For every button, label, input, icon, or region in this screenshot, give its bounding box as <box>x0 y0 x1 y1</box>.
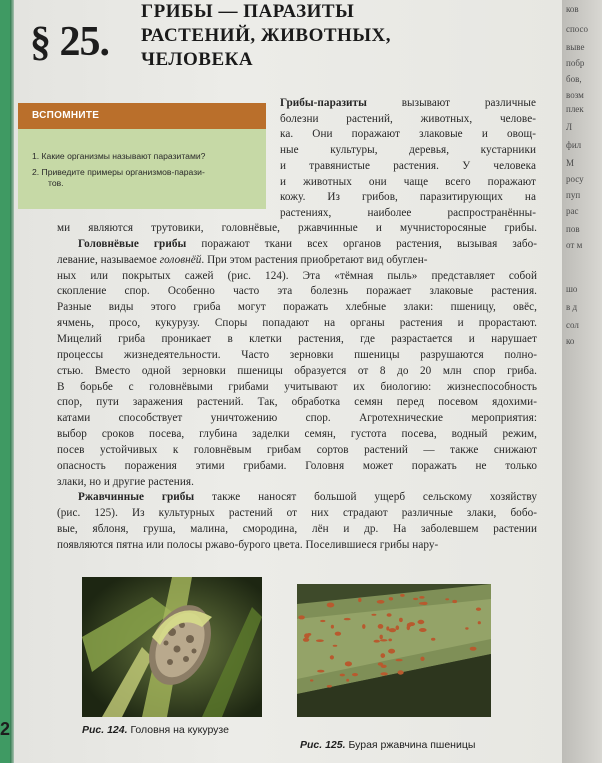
text-line <box>78 491 537 503</box>
next-page-text-fragment: бов, <box>566 74 582 84</box>
text-run: стью. Вместо одной зерновки пшеницы образуется от 8 до 20 млн спор гриба. <box>57 364 537 377</box>
next-page-text-fragment: фил <box>566 140 582 150</box>
text-line <box>78 238 537 250</box>
rust-spot <box>374 640 380 643</box>
text-run: ми являются трутовики, головнёвые, ржавчинные и мучнисторосяные грибы. <box>57 222 537 234</box>
rust-spot <box>389 597 393 600</box>
rust-spot <box>333 645 338 647</box>
rust-spot <box>344 618 351 620</box>
text-line <box>57 523 537 535</box>
page-number: 2 <box>0 719 11 739</box>
rust-spot <box>327 603 330 605</box>
text-line <box>280 176 536 188</box>
text-line <box>57 412 537 424</box>
text-line <box>57 301 537 313</box>
next-page-text-fragment: Л <box>566 122 573 132</box>
remember-question: тов. <box>48 178 64 188</box>
title-line: ГРИБЫ — ПАРАЗИТЫ <box>141 1 355 22</box>
figure-number: Рис. 125. <box>300 739 346 751</box>
text-run: . При этом растения приобретают вид обуглен- <box>201 253 428 266</box>
rust-spot <box>378 624 384 629</box>
text-run: вые, яблоня, груша, малина, смородина, лён и др. На заболевшем растении <box>57 523 537 536</box>
text-run: поражают ткани всех органов растения, вызывая забо- <box>186 237 537 250</box>
rust-spot <box>380 635 383 640</box>
rust-spot <box>431 638 435 641</box>
next-page-text-fragment: ков <box>566 4 579 14</box>
book-spine-strip <box>0 0 14 763</box>
next-page-text-fragment: сол <box>566 320 579 330</box>
text-line <box>57 381 537 393</box>
figure-125-caption <box>300 739 475 751</box>
rust-spot <box>377 600 385 604</box>
section-number: § 25. <box>30 19 109 65</box>
text-run: ных или покрытых сажей (рис. 124). Эта «тёмная пыль» представляет собой <box>57 269 537 282</box>
rust-spot <box>396 625 400 630</box>
figure-caption-text: Головня на кукурузе <box>127 724 229 736</box>
rust-spot <box>419 596 424 599</box>
rust-spot <box>331 625 334 629</box>
next-page-text-fragment: выве <box>566 42 585 52</box>
text-line <box>57 333 537 345</box>
rust-spot <box>317 670 324 673</box>
next-page-text-fragment: шо <box>566 284 578 294</box>
title-line: РАСТЕНИЙ, ЖИВОТНЫХ, <box>141 25 391 46</box>
rust-spot <box>346 679 349 682</box>
rust-spot <box>381 665 387 668</box>
next-page-text-fragment: ко <box>566 336 575 346</box>
next-page-text-fragment: возм <box>566 90 584 100</box>
rust-spot <box>445 598 449 600</box>
rust-spot <box>388 639 392 642</box>
remember-box <box>18 103 266 209</box>
next-page-text-fragment: спосо <box>566 24 589 34</box>
text-line <box>280 207 536 219</box>
text-line <box>57 317 537 329</box>
rust-spot <box>478 621 481 624</box>
italic-term: головнёй <box>159 253 202 266</box>
figure-125-image <box>297 584 491 717</box>
rust-spot <box>310 679 313 681</box>
text-run: В борьбе с головнёвыми грибами учитывают их биологию: жизнеспособность <box>57 380 537 393</box>
rust-spot <box>316 639 324 642</box>
rust-spot <box>303 638 309 642</box>
rust-spot <box>362 624 365 629</box>
rust-spot <box>452 600 457 603</box>
rust-spot <box>340 674 345 677</box>
bold-term: Ржавчинные грибы <box>78 491 195 504</box>
rust-spot <box>304 633 309 638</box>
next-page-text-fragment: рас <box>566 206 579 216</box>
text-line <box>280 160 536 172</box>
text-run: и травянистые растения. У человека <box>280 159 536 172</box>
rust-spot <box>408 622 415 626</box>
next-page-text-fragment: М <box>566 158 575 168</box>
rust-spot <box>380 672 387 675</box>
rust-spot <box>371 614 376 616</box>
text-line <box>280 144 536 156</box>
rust-spot <box>320 620 325 622</box>
remember-title: ВСПОМНИТЕ <box>32 110 100 121</box>
text-run: злаки, но и другие растения. <box>57 475 194 488</box>
text-line <box>57 396 537 408</box>
text-run: также наносят большой ущерб сельскому хозяйству <box>194 491 537 504</box>
rust-spot <box>420 657 424 661</box>
text-run: ные культуры, деревья, кустарники <box>280 144 536 157</box>
next-page-edge <box>562 0 602 763</box>
rust-spot <box>400 594 405 597</box>
figure-124-caption <box>82 724 229 736</box>
next-page-text-fragment: побр <box>566 58 585 68</box>
rust-spot <box>330 655 334 659</box>
text-run: спор, пути заражения растений. Так, обработка семян перед посевом ядохими- <box>57 396 537 409</box>
text-line <box>57 460 537 472</box>
rust-spot <box>465 627 468 629</box>
rust-spot <box>413 598 418 600</box>
text-run: опасность поражения этими грибами. Головня может поражать не только <box>57 459 537 472</box>
text-line <box>280 128 536 140</box>
rust-spot <box>476 608 481 611</box>
next-page-text-fragment: росу <box>566 174 584 184</box>
text-line <box>57 349 537 361</box>
rust-spot <box>345 661 352 666</box>
rust-spot <box>419 628 427 632</box>
text-run: ка. Они поражают злаковые и овощ- <box>280 128 536 141</box>
text-run: вызывают различные <box>366 97 536 109</box>
remember-question: 2. Приведите примеры организмов-парази- <box>32 167 205 177</box>
text-run: катами способствует уничтожению спор. Агротехнические мероприятия: <box>57 412 537 425</box>
figure-124-image <box>82 577 262 717</box>
text-run: Мицелий гриба проникает в клетки растения, где разрастается и нарушает <box>57 332 537 345</box>
rust-spot <box>389 628 396 632</box>
text-line <box>57 222 537 234</box>
text-line <box>57 476 194 488</box>
rust-spot <box>327 603 335 608</box>
rust-spot <box>398 670 404 674</box>
rust-spot <box>298 615 305 619</box>
text-line <box>57 428 537 440</box>
text-line <box>57 444 537 456</box>
remember-header <box>18 103 266 129</box>
next-page-text-fragment: от м <box>566 240 583 250</box>
text-line <box>280 97 536 109</box>
figure-number: Рис. 124. <box>82 724 128 736</box>
text-line <box>57 254 537 266</box>
rust-spot <box>407 625 410 630</box>
rust-spot <box>396 659 403 661</box>
text-run: и животных они чаще всего поражают <box>280 175 536 188</box>
rust-spot <box>418 620 425 624</box>
remember-question: 1. Какие организмы называют паразитами? <box>32 151 206 161</box>
rust-spot <box>381 653 386 658</box>
bold-term: Головнёвые грибы <box>78 237 187 250</box>
text-run: ячмень, просо, кукурузу. Споры попадают на органы растения и прорастают. <box>57 317 537 330</box>
text-run: появляются пятна или полосы ржаво-бурого цвета. Поселившиеся грибы нару- <box>57 539 439 551</box>
section-title <box>141 0 461 72</box>
text-run: процессы жизнедеятельности. Часто зерновки пшеницы разрушаются полно- <box>57 348 537 361</box>
text-line <box>57 365 537 377</box>
rust-spot <box>419 602 425 605</box>
title-line: ЧЕЛОВЕКА <box>141 49 254 70</box>
text-run: кожу. Из грибов, паразитирующих на <box>280 191 536 204</box>
text-line <box>57 539 438 551</box>
rust-spot <box>352 673 358 676</box>
text-line <box>57 285 537 297</box>
text-line <box>280 113 536 125</box>
rust-spot <box>399 618 403 622</box>
text-line <box>280 191 536 203</box>
next-page-text-fragment: пуп <box>566 190 581 200</box>
text-run: Разные виды этого гриба могут поражать хлебные злаки: пшеницу, овёс, <box>57 301 537 314</box>
next-page-text-fragment: в д <box>566 302 578 312</box>
rust-spot <box>387 613 392 617</box>
text-run: скопление спор. Особенно часто эта болезнь поражает злаковые растения. <box>57 285 537 298</box>
next-page-text-fragment: пов <box>566 224 580 234</box>
next-page-text-fragment: плек <box>566 104 584 114</box>
figure-caption-text: Бурая ржавчина пшеницы <box>345 739 476 751</box>
text-run: посев устойчивых к головнёвым грибам сортов растений — также снижают <box>57 443 537 456</box>
text-line <box>57 270 537 282</box>
rust-spot <box>335 632 341 636</box>
text-run: выбор сроков посева, глубина заделки семян, густота посева, водный режим, <box>57 428 537 441</box>
text-line <box>57 507 537 519</box>
rust-spot <box>380 639 388 641</box>
text-run: болезни растений, животных, челове- <box>280 112 536 125</box>
rust-spot <box>470 647 477 651</box>
bold-term: Грибы-паразиты <box>280 97 367 109</box>
text-run: (рис. 125). Из культурных растений от них страдают различные злаки, бобо- <box>57 507 537 520</box>
rust-spot <box>388 649 395 654</box>
rust-spot <box>327 685 332 688</box>
text-run: левание, называемое <box>57 253 160 266</box>
rust-spot <box>358 598 361 602</box>
text-run: растениях, наиболее распространённы- <box>280 206 536 219</box>
